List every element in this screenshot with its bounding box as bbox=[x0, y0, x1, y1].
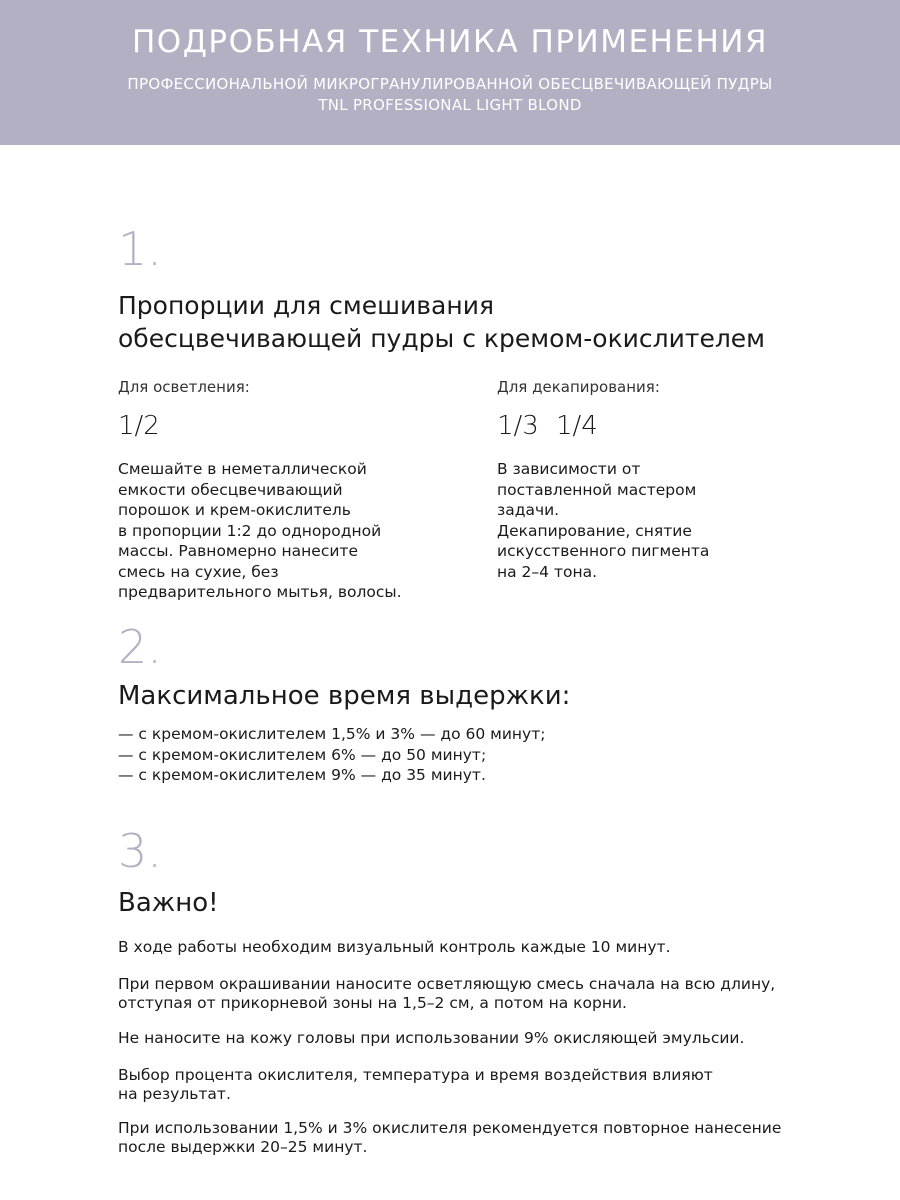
decapage-label: Для декапирования: bbox=[497, 378, 660, 396]
page-subtitle-line1: ПРОФЕССИОНАЛЬНОЙ МИКРОГРАНУЛИРОВАННОЙ ОБЕСЦВЕЧИВАЮЩЕЙ ПУДРЫ bbox=[127, 75, 773, 93]
lightening-text-line: смесь на сухие, без bbox=[118, 562, 279, 581]
page-title: ПОДРОБНАЯ ТЕХНИКА ПРИМЕНЕНИЯ bbox=[132, 24, 768, 60]
decapage-ratio-b: 1/4 bbox=[556, 411, 598, 441]
header-banner bbox=[0, 0, 900, 145]
lightening-ratio: 1/2 bbox=[118, 411, 160, 441]
note-5 bbox=[118, 1119, 878, 1157]
lightening-label: Для осветления: bbox=[118, 378, 250, 396]
note-5-line1: При использовании 1,5% и 3% окислителя рекомендуется повторное нанесение bbox=[118, 1119, 782, 1137]
decapage-text-line: на 2–4 тона. bbox=[497, 562, 598, 581]
decapage-text-line: поставленной мастером bbox=[497, 480, 697, 499]
note-2-line1: При первом окрашивании наносите осветляющую смесь сначала на всю длину, bbox=[118, 975, 776, 993]
note-4-line2: на результат. bbox=[118, 1085, 231, 1103]
list-item: — с кремом-окислителем 9% — до 35 минут. bbox=[118, 766, 486, 784]
note-5-line2: после выдержки 20–25 минут. bbox=[118, 1138, 368, 1156]
lightening-text-line: порошок и крем-окислитель bbox=[118, 501, 351, 519]
lightening-text bbox=[118, 459, 402, 603]
section2-heading: Максимальное время выдержки: bbox=[118, 681, 571, 711]
note-4 bbox=[118, 1066, 878, 1104]
section3-heading: Важно! bbox=[118, 888, 219, 918]
note-3: Не наносите на кожу головы при использовании 9% окисляющей эмульсии. bbox=[118, 1029, 745, 1047]
section1-heading-line2: обесцвечивающей пудры с кремом-окислителем bbox=[118, 324, 766, 353]
lightening-text-line: Смешайте в неметаллической bbox=[118, 460, 367, 478]
note-4-line1: Выбор процента окислителя, температура и время воздействия влияют bbox=[118, 1066, 713, 1084]
note-2-line2: отступая от прикорневой зоны на 1,5–2 см, а потом на корни. bbox=[118, 994, 627, 1012]
page-subtitle-line2: TNL PROFESSIONAL LIGHT BLOND bbox=[318, 96, 582, 114]
section1-heading bbox=[118, 289, 765, 355]
exposure-time-list bbox=[118, 724, 545, 786]
lightening-text-line: емкости обесцвечивающий bbox=[118, 480, 343, 499]
decapage-ratio-a: 1/3 bbox=[497, 411, 539, 441]
decapage-text bbox=[497, 459, 709, 582]
decapage-text-line: задачи. bbox=[497, 501, 560, 519]
decapage-text-line: искусственного пигмента bbox=[497, 542, 710, 560]
lightening-text-line: предварительного мытья, волосы. bbox=[118, 583, 402, 601]
section2-number: 2. bbox=[118, 620, 162, 674]
lightening-text-line: в пропорции 1:2 до однородной bbox=[118, 521, 382, 540]
lightening-text-line: массы. Равномерно нанесите bbox=[118, 542, 359, 560]
decapage-text-line: Декапирование, снятие bbox=[497, 521, 692, 540]
decapage-text-line: В зависимости от bbox=[497, 460, 641, 478]
section3-number: 3. bbox=[118, 824, 162, 878]
list-item: — с кремом-окислителем 6% — до 50 минут; bbox=[118, 745, 487, 764]
note-1: В ходе работы необходим визуальный контроль каждые 10 минут. bbox=[118, 938, 671, 956]
note-2 bbox=[118, 975, 878, 1013]
section1-heading-line1: Пропорции для смешивания bbox=[118, 291, 494, 320]
list-item: — с кремом-окислителем 1,5% и 3% — до 60 минут; bbox=[118, 725, 546, 743]
section1-number: 1. bbox=[118, 222, 162, 276]
